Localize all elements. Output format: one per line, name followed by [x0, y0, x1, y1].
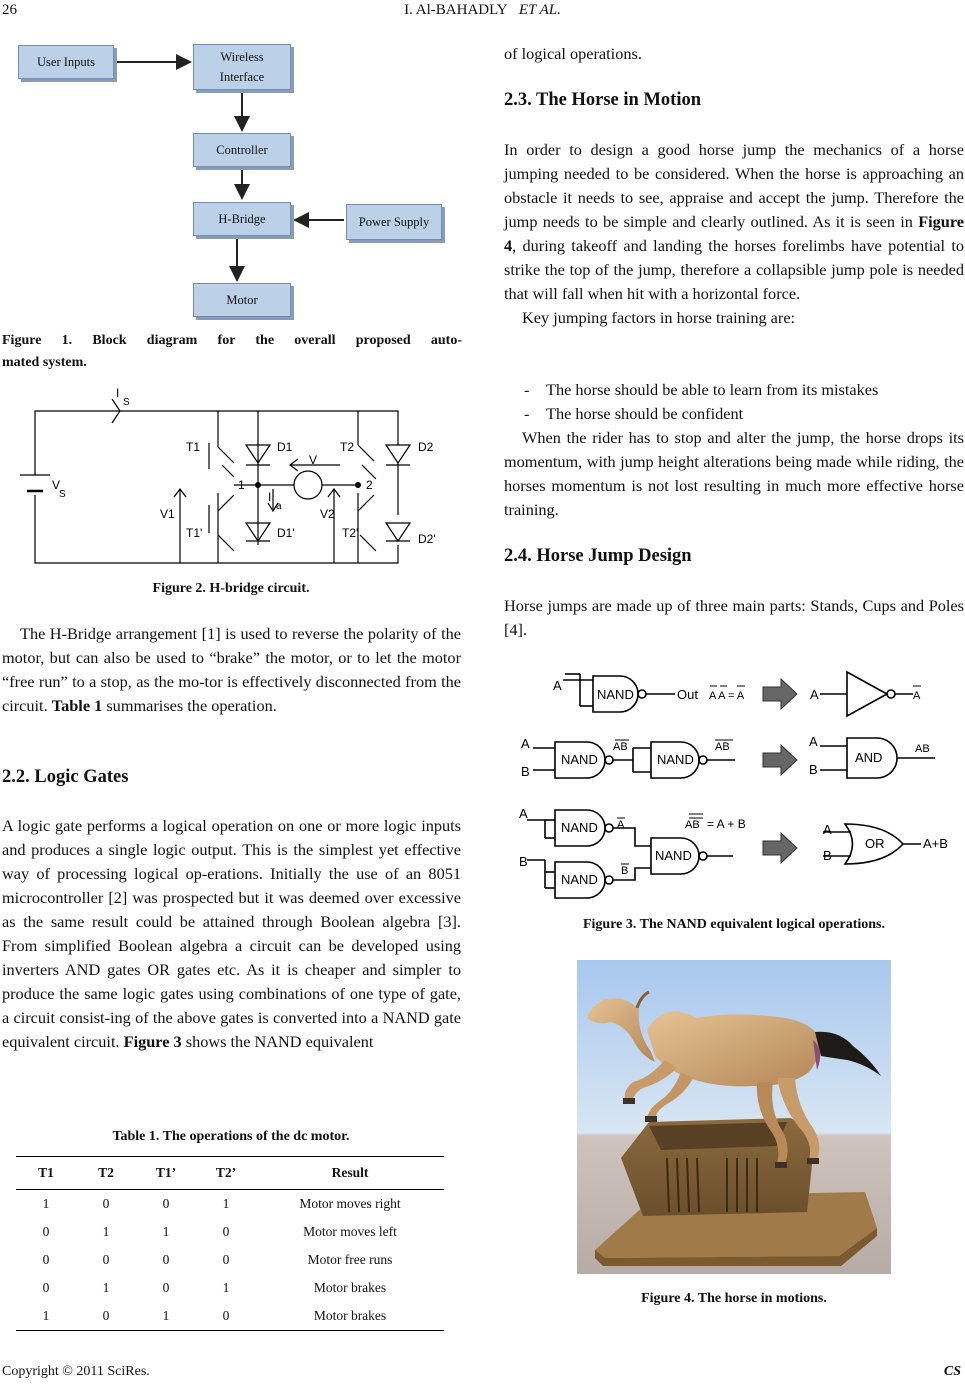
table-cell: Motor moves right: [299, 1196, 401, 1211]
p3-text-a: In order to design a good horse jump the mechanics of a horse jumping needed to be considered. When the horse is approaching an obstacle it needs to see, appraise and accept the jump. Therefore the jump needs to be simple and clearly outlined. As it is seen in: [504, 140, 964, 231]
table-cell: 0: [76, 1302, 136, 1331]
p1-end: summarises the operation.: [106, 696, 277, 715]
label-t2: T2: [340, 440, 355, 454]
fig3-nand-5: NAND: [655, 848, 692, 863]
table-row: [16, 1218, 444, 1246]
table-cell: 1: [102, 1280, 110, 1295]
bullet-dash: -: [524, 380, 530, 399]
fig3-out: Out: [677, 687, 698, 702]
table-row: [16, 1274, 444, 1302]
header-et-al: ET AL.: [518, 2, 561, 18]
table-row: [16, 1302, 444, 1331]
table-cell: 0: [162, 1280, 170, 1295]
label-ia: I: [268, 490, 272, 504]
block-controller: Controller: [193, 133, 291, 167]
table-cell: 0: [222, 1224, 230, 1239]
figure-1-caption-line1: Figure 1. Block diagram for the overall proposed auto-: [2, 333, 462, 348]
label-d1p: D1': [277, 526, 295, 540]
figure-1-caption-line2: mated system.: [2, 355, 87, 370]
label-vs: V: [52, 478, 61, 492]
p6-text: Horse jumps are made up of three main parts: Stands, Cups and Poles [4].: [504, 596, 964, 639]
p2-end: shows the NAND equivalent: [185, 1032, 374, 1051]
label-v1: V1: [160, 507, 175, 521]
figure-2-caption: Figure 2. H-bridge circuit.: [152, 581, 310, 596]
p3-figure-ref: Figure 4: [504, 212, 965, 255]
figure-1-caption: [2, 330, 462, 374]
p5-text: When the rider has to stop and alter the jump, the horse drops its momentum, with jump height alterations being made while riding, the horses momentum is not lost resulting in much more effective horse training.: [504, 428, 964, 519]
col-t1: T1: [16, 1157, 76, 1190]
left-paragraph-2: [2, 814, 461, 1054]
table-cell: Motor moves left: [303, 1224, 397, 1239]
label-vs-sub: S: [59, 489, 66, 500]
table-cell: 1: [222, 1196, 230, 1211]
block-motor: Motor: [193, 283, 291, 317]
fig3-not-a: A: [913, 690, 921, 702]
fig3-and: AND: [855, 750, 883, 765]
label-v2: V2: [320, 507, 335, 521]
table-cell: 0: [162, 1252, 170, 1267]
label-t1p: T1': [186, 526, 203, 540]
p1-table-ref: Table 1: [51, 696, 103, 715]
block-power-supply: Power Supply: [346, 204, 442, 240]
fig3-a-2: A: [810, 687, 819, 702]
col-result: Result: [256, 1157, 444, 1190]
label-node-1: 1: [238, 478, 245, 492]
bullet-list: [504, 378, 964, 426]
label-is-sub: S: [123, 397, 130, 408]
label-node-2: 2: [366, 478, 373, 492]
section-horse-jump-design: 2.4. Horse Jump Design: [504, 546, 692, 566]
right-paragraph-5: [504, 426, 964, 522]
block-wireless-line1: Wireless: [220, 50, 264, 64]
figure-3-caption: Figure 3. The NAND equivalent logical operations.: [582, 917, 886, 932]
fig3-ab-eq-rhs: = A + B: [707, 817, 746, 831]
table-cell: 0: [42, 1280, 50, 1295]
block-hbridge: H-Bridge: [193, 202, 291, 236]
table-cell: 1: [102, 1224, 110, 1239]
right-continuation: of logical operations.: [504, 44, 642, 63]
table-cell: Motor brakes: [256, 1302, 444, 1331]
section-horse-in-motion: 2.3. The Horse in Motion: [504, 90, 701, 110]
table-row: [16, 1246, 444, 1274]
figure-4-horse-image: [577, 960, 891, 1274]
table-cell: 0: [196, 1302, 256, 1331]
label-d2: D2: [418, 440, 434, 454]
label-d2p: D2': [418, 532, 436, 546]
fig3-nand-6: NAND: [561, 872, 598, 887]
fig3-nand-3: NAND: [657, 752, 694, 767]
fig3-a-plus-b: A+B: [923, 836, 948, 851]
table-cell: 0: [162, 1196, 170, 1211]
fig3-b-4: B: [823, 848, 832, 863]
fig3-nand-4: NAND: [561, 820, 598, 835]
table-cell: 1: [136, 1302, 196, 1331]
table-cell: 1: [16, 1302, 76, 1331]
fig3-ab-out: AB: [915, 743, 930, 755]
section-logic-gates: 2.2. Logic Gates: [2, 767, 129, 787]
table-cell: 1: [222, 1280, 230, 1295]
footer-copyright: Copyright © 2011 SciRes.: [2, 1364, 150, 1379]
fig3-a-1: A: [553, 678, 562, 693]
table-cell: 1: [162, 1224, 170, 1239]
right-paragraph-6: [504, 594, 964, 642]
table-cell: 0: [222, 1252, 230, 1267]
block-wireless-interface: [193, 44, 291, 90]
left-paragraph-1: [2, 622, 461, 718]
fig3-a-4: A: [809, 734, 818, 749]
fig3-a-6: A: [823, 822, 832, 837]
page-number: 26: [2, 2, 17, 18]
table-row: [16, 1190, 444, 1219]
fig3-ab-bar: AB: [613, 741, 628, 753]
fig3-ab: AB: [715, 741, 730, 753]
table-1: [16, 1156, 444, 1331]
bullet-text-2: The horse should be confident: [546, 404, 744, 423]
table-1-title: Table 1. The operations of the dc motor.: [112, 1129, 350, 1144]
table-cell: 0: [42, 1252, 50, 1267]
fig3-nand-2: NAND: [561, 752, 598, 767]
p2-text: A logic gate performs a logical operation on one or more logic inputs and produces a single logic output. This is the simplest yet effective way of processing logical op-erations. Initially the use of an 8051 microcontroller [2] was prospected but it was deemed over excessive as the same result could be attained through Boolean algebra [3]. From simplified Boolean algebra a circuit can be developed using inverters AND gates OR gates etc. As it is cheaper and simpler to produce the same logic gates using combinations of one type of gate, a circuit consist-ing of the above gates is converted into a NAND gate equivalent circuit.: [2, 816, 461, 1051]
label-is: I: [116, 386, 120, 400]
label-d1: D1: [277, 440, 293, 454]
figure-3-nand-equivalents: [505, 660, 960, 910]
table-cell: Motor free runs: [307, 1252, 393, 1267]
fig3-not-b: B: [621, 865, 629, 877]
col-t2: T2: [76, 1157, 136, 1190]
bullet-item-2: [504, 402, 964, 426]
table-cell: 0: [102, 1252, 110, 1267]
p1-text: The H-Bridge arrangement [1] is used to reverse the polarity of the motor, but can also be used to “brake” the motor, or to let the motor “free run” to a stop, as the mo-tor is effectively disconnected from the circuit.: [2, 624, 461, 715]
label-ia-sub: a: [276, 501, 282, 512]
figure-2-hbridge-circuit: [0, 385, 470, 570]
fig3-aa-eq-a: A A = A: [709, 690, 745, 702]
fig3-nand-1: NAND: [597, 687, 634, 702]
p3-text-b: , during takeoff and landing the horses forelimbs have potential to strike the top of the jump, therefore a collapsible jump pole is needed that will fall when hit with a horizontal force.: [504, 236, 964, 303]
header-authors: I. Al-BAHADLY: [404, 2, 508, 18]
fig3-b-3: B: [519, 854, 528, 869]
bullet-item-1: [504, 378, 964, 402]
label-t1: T1: [186, 440, 201, 454]
block-wireless-line2: Interface: [219, 70, 265, 84]
block-user-inputs: User Inputs: [18, 45, 114, 79]
table-cell: 0: [42, 1224, 50, 1239]
bullet-dash: -: [524, 404, 530, 423]
p2-figure-ref: Figure 3: [123, 1032, 182, 1051]
fig3-not-a-2: A: [617, 819, 625, 831]
col-t1p: T1’: [136, 1157, 196, 1190]
fig3-a-3: A: [521, 736, 530, 751]
bullet-text-1: The horse should be able to learn from its mistakes: [546, 380, 879, 399]
table-cell: 1: [42, 1196, 50, 1211]
table-cell: Motor brakes: [313, 1280, 387, 1295]
fig3-b-2: B: [809, 762, 818, 777]
label-v: V: [309, 453, 318, 467]
col-t2p: T2’: [196, 1157, 256, 1190]
label-t2p: T2': [342, 526, 359, 540]
fig3-b-1: B: [521, 764, 530, 779]
figure-4-caption: Figure 4. The horse in motions.: [641, 1291, 827, 1306]
fig3-or: OR: [865, 836, 885, 851]
fig3-ab-eq-lhs: AB: [685, 819, 700, 831]
p4-text: Key jumping factors in horse training are:: [522, 308, 796, 327]
table-cell: 0: [102, 1196, 110, 1211]
footer-journal: CS: [943, 1364, 961, 1379]
right-paragraph-3: [504, 138, 964, 330]
fig3-a-5: A: [519, 806, 528, 821]
table-header-row: [16, 1157, 444, 1190]
